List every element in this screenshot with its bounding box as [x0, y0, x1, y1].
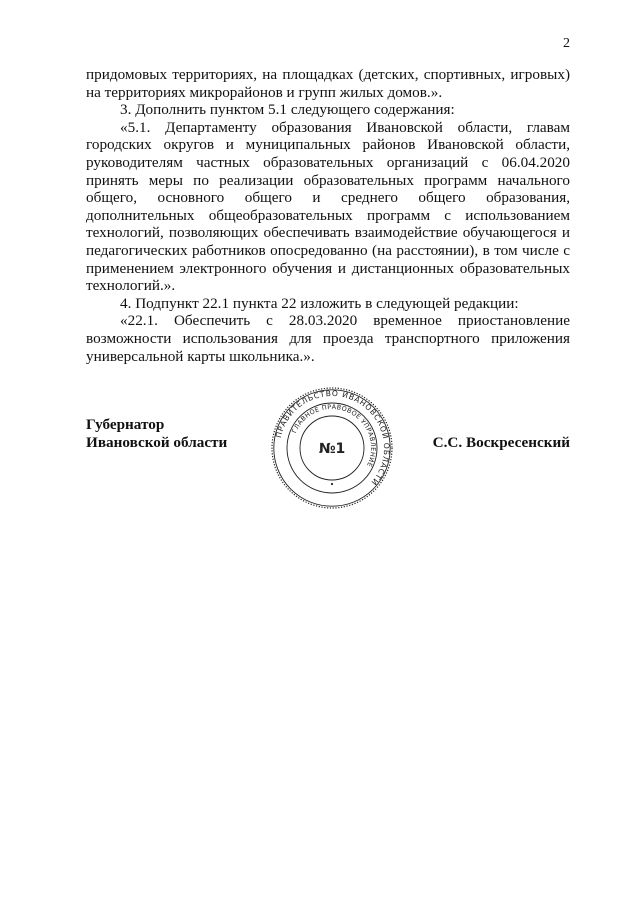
seal-dot: [331, 483, 333, 485]
seal-graphic: [270, 386, 394, 510]
paragraph-item-4: 4. Подпункт 22.1 пункта 22 изложить в следующей редакции:: [120, 294, 519, 312]
paragraph-item-3: 3. Дополнить пунктом 5.1 следующего содержания:: [120, 101, 455, 119]
document-body: [86, 66, 570, 365]
signature-block: [86, 388, 570, 502]
svg-text:ГЛАВНОЕ ПРАВОВОЕ УПРАВЛЕНИЕ: [290, 403, 377, 468]
page-number: 2: [563, 36, 570, 51]
paragraph-continuation: придомовых территориях, на площадках (детских, спортивных, игровых) на территориях микрорайонов и групп жилых домов.».: [86, 66, 570, 101]
signatory-name: С.С. Воскресенский: [432, 434, 570, 451]
signatory-title: [86, 416, 227, 452]
official-seal: [270, 386, 394, 510]
paragraph-item-5-1: «5.1. Департаменту образования Ивановской области, главам городских округов и муниципальных районов Ивановской области, руководителям частных образовательных организаций с 06.04.2020 принять меры по реализации образовательных программ начального общего, основного общего и среднего общего образования, дополнительных общеобразовательных программ с использованием технологий, позволяющих обеспечивать взаимодействие обучающегося и педагогических работников опосредованно (на расстоянии), в том числе с применением электронного обучения и дистанционных образовательных технологий.».: [86, 118, 570, 295]
seal-outer-text: ПРАВИТЕЛЬСТВО ИВАНОВСКОЙ ОБЛАСТИ: [274, 388, 392, 488]
signatory-title-line1: Губернатор: [86, 416, 165, 433]
signatory-title-line2: Ивановской области: [86, 434, 228, 451]
seal-inner-text: ГЛАВНОЕ ПРАВОВОЕ УПРАВЛЕНИЕ: [290, 402, 378, 469]
seal-center-number: №1: [318, 441, 346, 457]
paragraph-item-22-1: «22.1. Обеспечить с 28.03.2020 временное приостановление возможности использования для проезда транспортного приложения универсальной карты школьника.».: [86, 312, 570, 365]
